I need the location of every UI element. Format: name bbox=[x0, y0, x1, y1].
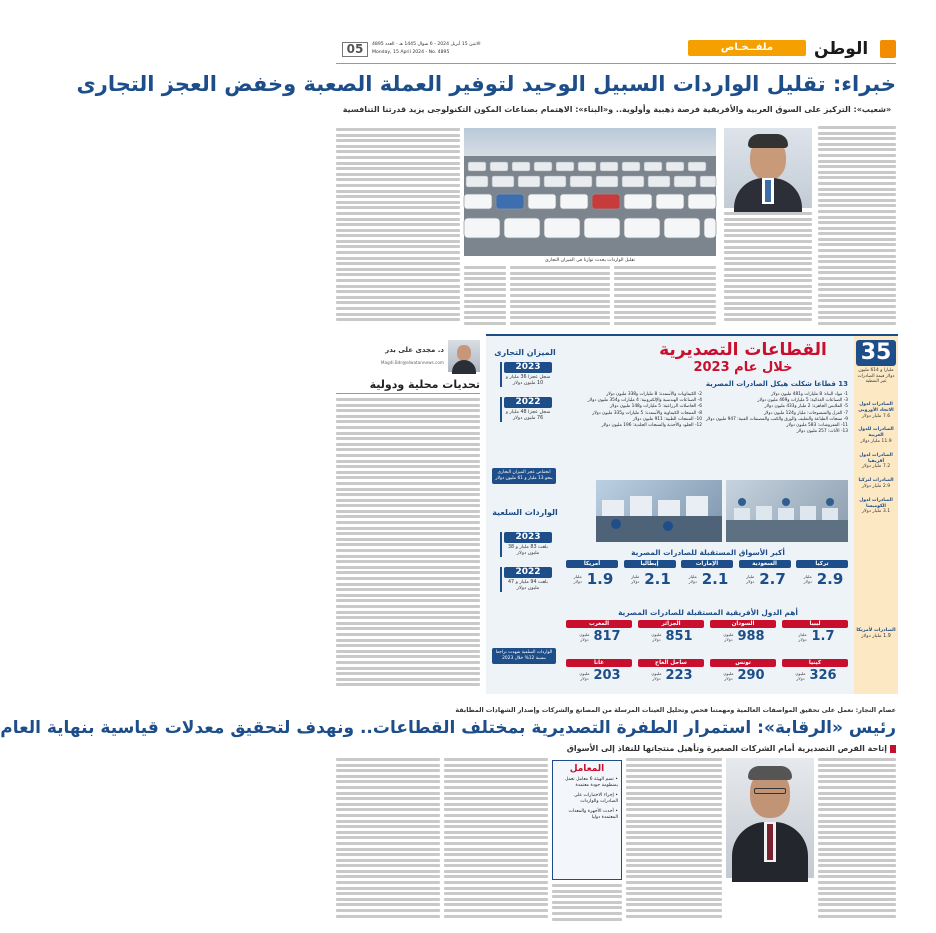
market-value-row bbox=[739, 568, 791, 590]
year-value: بلغت 83 مليار و 38 مليون دولار bbox=[508, 545, 548, 556]
market-value-row bbox=[624, 568, 676, 590]
labs-bullet: • أحدث الأجهزة والمعدات المعتمدة دوليا bbox=[568, 808, 618, 821]
market-name: إيطاليا bbox=[624, 560, 676, 568]
africa-value: 988 bbox=[737, 629, 765, 644]
big-stat-label: مليارا و 614 مليون دولار قيمة الصادرات غير النفطية bbox=[857, 368, 895, 385]
markets-heading: أكبر الأسواق المستقبلة للصادرات المصرية bbox=[631, 548, 785, 557]
section-banner bbox=[688, 40, 806, 56]
sector-item: 9- منتجات الطباعة والتغليف والورق والكتب والمصنفات الفنية: 947 مليون دولار bbox=[705, 416, 848, 422]
africa-value: 290 bbox=[737, 668, 765, 683]
market-name: الإمارات bbox=[681, 560, 733, 568]
big-stat-value: 35 bbox=[856, 340, 896, 366]
sectors-list bbox=[588, 392, 848, 435]
date-line-en: Monday, 15 April 2024 - No. 4895 bbox=[372, 50, 450, 55]
year-label: 2022 bbox=[504, 397, 552, 408]
side-stats bbox=[856, 402, 896, 523]
africa-card bbox=[566, 659, 632, 694]
subheadline-marker-icon bbox=[890, 745, 896, 753]
africa-name: المغرب bbox=[566, 620, 632, 628]
market-name: تركيا bbox=[796, 560, 848, 568]
africa-value: 203 bbox=[593, 668, 621, 683]
africa-value-row bbox=[638, 667, 704, 685]
side-stat-label: الصادرات لدول الاتحاد الأوروبى bbox=[858, 402, 894, 413]
africa-value-row bbox=[566, 628, 632, 646]
side-stat-value: 7.2 مليار دولار bbox=[861, 464, 891, 470]
main-headline: خبراء: تقليل الواردات السبيل الوحيد لتوفير العملة الصعبة وخفض العجز التجارى bbox=[76, 72, 896, 96]
africa-unit: مليون دولار bbox=[651, 671, 662, 681]
africa-value-row bbox=[710, 667, 776, 685]
labs-box-bullets bbox=[556, 777, 618, 821]
africa-value: 851 bbox=[665, 629, 693, 644]
africa-value-row bbox=[710, 628, 776, 646]
market-value: 2.1 bbox=[644, 570, 671, 588]
africa-value: 817 bbox=[593, 629, 621, 644]
factory-photo-1 bbox=[726, 480, 848, 542]
imports-note: الواردات السلعية شهدت تراجعا بنسبة 12% خلال 2023 bbox=[492, 648, 556, 664]
market-card bbox=[566, 560, 618, 604]
africa-grid bbox=[566, 620, 848, 694]
africa-unit: مليون دولار bbox=[579, 632, 590, 642]
africa-value-row bbox=[782, 667, 848, 685]
cars-photo bbox=[464, 128, 716, 256]
africa-unit: مليار دولار bbox=[798, 632, 807, 642]
page-number-box: 05 bbox=[342, 42, 368, 57]
year-label: 2023 bbox=[504, 362, 552, 373]
second-headline: رئيس «الرقابة»: استمرار الطفرة التصديرية بمختلف القطاعات.. ونهدف لتحقيق معدلات قياسية بنهاية العام bbox=[0, 718, 896, 738]
sector-item: 7- الغزل والمنسوجات: مليار و124 مليون دولار bbox=[763, 410, 848, 416]
year-label: 2023 bbox=[504, 532, 552, 543]
masthead-rule bbox=[336, 63, 896, 64]
side-stat-label: الصادرات لدول أفريقيا bbox=[859, 452, 893, 464]
africa-value-row bbox=[566, 667, 632, 685]
logo-mark-icon bbox=[880, 40, 896, 58]
market-card bbox=[624, 560, 676, 604]
second-column-4 bbox=[444, 758, 548, 926]
big-stat bbox=[856, 340, 896, 385]
left-stat-value: 1.9 مليار دولار bbox=[861, 634, 891, 639]
market-card bbox=[739, 560, 791, 604]
story-column-3 bbox=[614, 266, 716, 328]
expert-portrait bbox=[724, 128, 812, 208]
story-column-6 bbox=[336, 128, 460, 328]
africa-unit: مليون دولار bbox=[579, 671, 590, 681]
side-stat-label: الصادرات لدول الكوميسا bbox=[859, 497, 893, 509]
story-column-2 bbox=[724, 212, 812, 328]
logo-text: الوطن bbox=[814, 39, 869, 59]
second-column-3 bbox=[552, 884, 622, 926]
africa-heading: أهم الدول الأفريقية المستقبلة للصادرات المصرية bbox=[618, 608, 798, 617]
column-title: تحديات محلية ودولية bbox=[336, 378, 480, 394]
column-author: د. مجدى على بدر bbox=[385, 346, 444, 354]
infographic-title bbox=[638, 340, 848, 376]
left-stat-label: الصادرات لأمريكا bbox=[856, 628, 896, 633]
year-value: سجل عجزا 36 مليار و 10 مليون دولار bbox=[505, 375, 551, 386]
side-stat-value: 11.9 مليار دولار bbox=[860, 438, 892, 444]
second-subheadline bbox=[536, 744, 896, 753]
year-box bbox=[500, 362, 552, 387]
sector-item: 6- الحاصلات الزراعية: 5 مليارات و148 مليون دولار bbox=[609, 404, 702, 410]
column-author-photo bbox=[448, 340, 480, 372]
sector-item: 11- المفروشات: 583 مليون دولار bbox=[786, 423, 848, 429]
logo bbox=[814, 38, 896, 60]
africa-unit: مليون دولار bbox=[723, 632, 734, 642]
market-value: 2.7 bbox=[759, 570, 786, 588]
market-unit: مليار دولار bbox=[573, 574, 582, 584]
side-stat bbox=[856, 498, 896, 515]
side-stat bbox=[856, 478, 896, 490]
labs-bullet: • إجراء الاختبارات على الصادرات والواردات bbox=[574, 792, 618, 805]
market-value-row bbox=[796, 568, 848, 590]
africa-name: الجزائر bbox=[638, 620, 704, 628]
market-value: 1.9 bbox=[586, 570, 614, 588]
market-name: السعودية bbox=[739, 560, 791, 568]
side-stat bbox=[856, 402, 896, 419]
official-portrait bbox=[726, 758, 814, 878]
side-stat-label: الصادرات لتركيا bbox=[858, 478, 894, 484]
second-subheadline-text: إتاحة الفرص التصديرية أمام الشركات الصغيرة وتأهيل منتجاتها للنفاذ إلى الأسواق bbox=[566, 744, 887, 753]
africa-name: ساحل العاج bbox=[638, 659, 704, 667]
sector-item: 12- الجلود والأحذية والمنتجات الجلدية: 196 مليون دولار bbox=[601, 423, 702, 429]
africa-value: 1.7 bbox=[811, 629, 835, 644]
africa-card bbox=[638, 620, 704, 655]
market-value-row bbox=[681, 568, 733, 590]
main-subheadline: «شعيب»: التركيز على السوق العربية والأفريقية فرصة ذهبية وأولوية.. و«البناء»: الاهتمام بصناعات المكون التكنولوجى يزيد قدرتنا التنافسية bbox=[342, 105, 892, 114]
africa-value-row bbox=[638, 628, 704, 646]
africa-name: غانا bbox=[566, 659, 632, 667]
africa-card bbox=[782, 659, 848, 694]
labs-box bbox=[552, 760, 622, 880]
market-unit: مليار دولار bbox=[803, 574, 812, 584]
column-email: Magdi.Bdr@elwatannews.com bbox=[380, 360, 444, 365]
side-stat-value: 7.6 مليار دولار bbox=[861, 413, 891, 419]
africa-card bbox=[782, 620, 848, 655]
side-stat-label: الصادرات للدول العربية bbox=[858, 427, 894, 439]
photo-caption: تقليل الواردات يحدث توازنا فى الميزان التجارى bbox=[545, 258, 635, 263]
sector-item: 4- الصناعات الهندسية والإلكترونية: 4 مليارات و354 مليون دولار bbox=[587, 398, 702, 404]
infographic bbox=[486, 334, 898, 694]
story-column-5 bbox=[464, 266, 506, 328]
infographic-title-line1: القطاعات التصديرية bbox=[659, 340, 827, 360]
sector-item: 13- الأثاث: 257 مليون دولار bbox=[796, 429, 848, 435]
trade-balance-title: الميزان التجارى bbox=[494, 348, 556, 357]
year-box bbox=[500, 397, 552, 422]
market-value-row bbox=[566, 568, 618, 590]
africa-unit: مليون دولار bbox=[723, 671, 734, 681]
market-unit: مليار دولار bbox=[631, 574, 640, 584]
africa-card bbox=[566, 620, 632, 655]
column-body bbox=[336, 398, 480, 692]
imports-years bbox=[500, 532, 552, 602]
market-unit: مليار دولار bbox=[688, 574, 697, 584]
sector-item: 10- المنتجات الطبية: 911 مليون دولار bbox=[632, 416, 702, 422]
infographic-title-line2: خلال عام 2023 bbox=[693, 360, 793, 375]
africa-value-row bbox=[782, 628, 848, 646]
africa-name: تونس bbox=[710, 659, 776, 667]
labs-bullet: • تضم الهيئة 6 معامل تعمل بمنظومة جودة معتمدة bbox=[565, 777, 618, 789]
sector-item: 1- مواد البناء: 8 مليارات و481 مليون دولار bbox=[771, 392, 848, 397]
side-stat-value: 3.1 مليار دولار bbox=[861, 509, 891, 515]
factory-photo-1-art bbox=[726, 480, 848, 542]
year-value: سجل عجزا 48 مليار و 76 مليون دولار bbox=[505, 410, 551, 421]
africa-card bbox=[710, 659, 776, 694]
africa-card bbox=[638, 659, 704, 694]
market-unit: مليار دولار bbox=[746, 574, 755, 584]
africa-unit: مليون دولار bbox=[795, 671, 806, 681]
second-kicker: عصام النجار: نعمل على تحقيق المواصفات العالمية ومهمتنا فحص وتحليل العينات المرسلة من المصانع والشركات وإصدار الشهادات المطابقة bbox=[455, 706, 896, 714]
market-name: أمريكا bbox=[566, 560, 618, 568]
second-column-1 bbox=[818, 758, 896, 926]
sector-item: 5- الملابس الجاهزة: 2 مليار و433 مليون دولار bbox=[764, 404, 848, 410]
second-column-5 bbox=[336, 758, 440, 926]
sector-item: 3- الصناعات الغذائية: 5 مليارات و469 مليون دولار bbox=[757, 398, 848, 404]
story-column-4 bbox=[510, 266, 610, 328]
labs-box-title: المعامل bbox=[569, 764, 605, 774]
year-box bbox=[500, 567, 552, 592]
trade-balance-years bbox=[500, 362, 552, 432]
second-column-2 bbox=[626, 758, 722, 926]
year-value: بلغت 94 مليار و 47 مليون دولار bbox=[508, 580, 548, 591]
cars-photo-art bbox=[464, 128, 716, 256]
market-value: 2.9 bbox=[816, 570, 844, 588]
masthead bbox=[296, 0, 936, 64]
market-value: 2.1 bbox=[701, 570, 729, 588]
year-box bbox=[500, 532, 552, 557]
africa-value: 326 bbox=[809, 668, 837, 683]
left-stat bbox=[856, 628, 896, 640]
africa-card bbox=[710, 620, 776, 655]
africa-value: 223 bbox=[665, 668, 693, 683]
sectors-heading: 13 قطاعا شكلت هيكل الصادرات المصرية bbox=[705, 380, 848, 388]
side-stat bbox=[856, 427, 896, 444]
trade-balance-note: انخفاض عجز الميزان التجارى بنحو 13 مليار و 61 مليون دولار bbox=[492, 468, 556, 484]
date-line: الاثنين 15 أبريل 2024 - 6 شوال 1445 هـ - العدد 4895 bbox=[372, 42, 481, 47]
sector-item: 2- الكيماويات والأسمدة: 8 مليارات و338 مليون دولار bbox=[606, 392, 702, 397]
market-card bbox=[681, 560, 733, 604]
africa-name: السودان bbox=[710, 620, 776, 628]
africa-unit: مليون دولار bbox=[651, 632, 662, 642]
imports-title: الواردات السلعية bbox=[492, 508, 558, 517]
market-card bbox=[796, 560, 848, 604]
year-label: 2022 bbox=[504, 567, 552, 578]
africa-name: كينيا bbox=[782, 659, 848, 667]
side-stat bbox=[856, 453, 896, 470]
factory-photo-2-art bbox=[596, 480, 722, 542]
section-label: ملفــخـاص bbox=[720, 42, 774, 53]
factory-photo-2 bbox=[596, 480, 722, 542]
africa-name: ليبيا bbox=[782, 620, 848, 628]
side-stat-value: 2.9 مليار دولار bbox=[861, 483, 891, 489]
sector-item: 8- المنتجات الكيماوية والأسمدة: 5 مليارات و335 مليون دولار bbox=[592, 410, 702, 416]
markets-row bbox=[566, 560, 848, 604]
story-column-1 bbox=[818, 126, 896, 328]
